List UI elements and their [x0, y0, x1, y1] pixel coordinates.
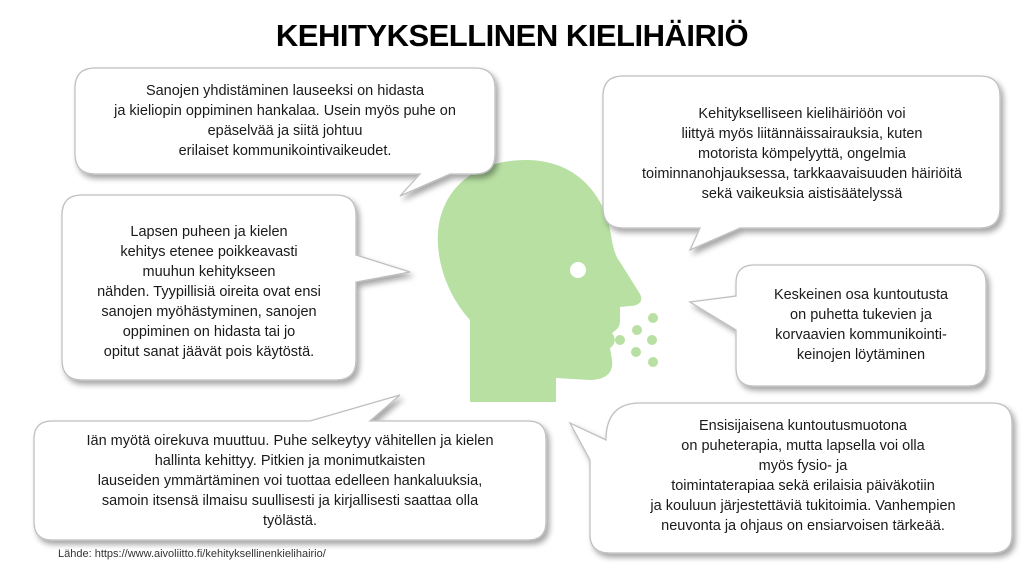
text-bottom-right: Ensisijaisena kuntoutusmuotona on puheterapia, mutta lapsella voi olla myös fysio- ja toimintaterapiaa sekä erilaisia päiväkotiin ja kouluun järjestettäviä tukitoimia. Vanhempien neuvonta ja ohjaus on ensiarvoisen tärkeää.	[650, 418, 956, 534]
text-bottom-left: Iän myötä oirekuva muuttuu. Puhe selkeytyy vähitellen ja kielen hallinta kehittyy. Pitkien ja monimutkaisten lauseiden ymmärtäminen voi tuottaa edelleen hankaluuksia, samoin itsensä ilmaisu suullisesti ja kirjallisesti saattaa olla työlästä.	[86, 433, 494, 529]
text-top-right: Kehitykselliseen kielihäiriöön voi liittyä myös liitännäissairauksia, kuten motorista kömpelyyttä, ongelmia toiminnanohjauksessa, tarkkaavaisuuden häiriöitä sekä vaikeuksia aistisäätelyssä	[642, 106, 962, 202]
text-mid-left: Lapsen puheen ja kielen kehitys etenee poikkeavasti muuhun kehitykseen nähden. Tyypillisiä oireita ovat ensi sanojen myöhästyminen, sanojen oppiminen on hidasta tai jo opitut sanat jäävät pois käytöstä.	[97, 224, 321, 360]
page-title: KEHITYKSELLINEN KIELIHÄIRIÖ	[275, 18, 749, 53]
source-citation: Lähde: https://www.aivoliitto.fi/kehityksellinenkielihairio/	[58, 548, 326, 560]
text-mid-right: Keskeinen osa kuntoutusta on puhetta tukevien ja korvaavien kommunikointi- keinojen löytäminen	[773, 287, 949, 363]
text-top-left: Sanojen yhdistäminen lauseeksi on hidasta ja kieliopin oppiminen hankalaa. Usein myös puhe on epäselvää ja siitä johtuu erilaiset kommunikointivaikeudet.	[114, 83, 456, 159]
